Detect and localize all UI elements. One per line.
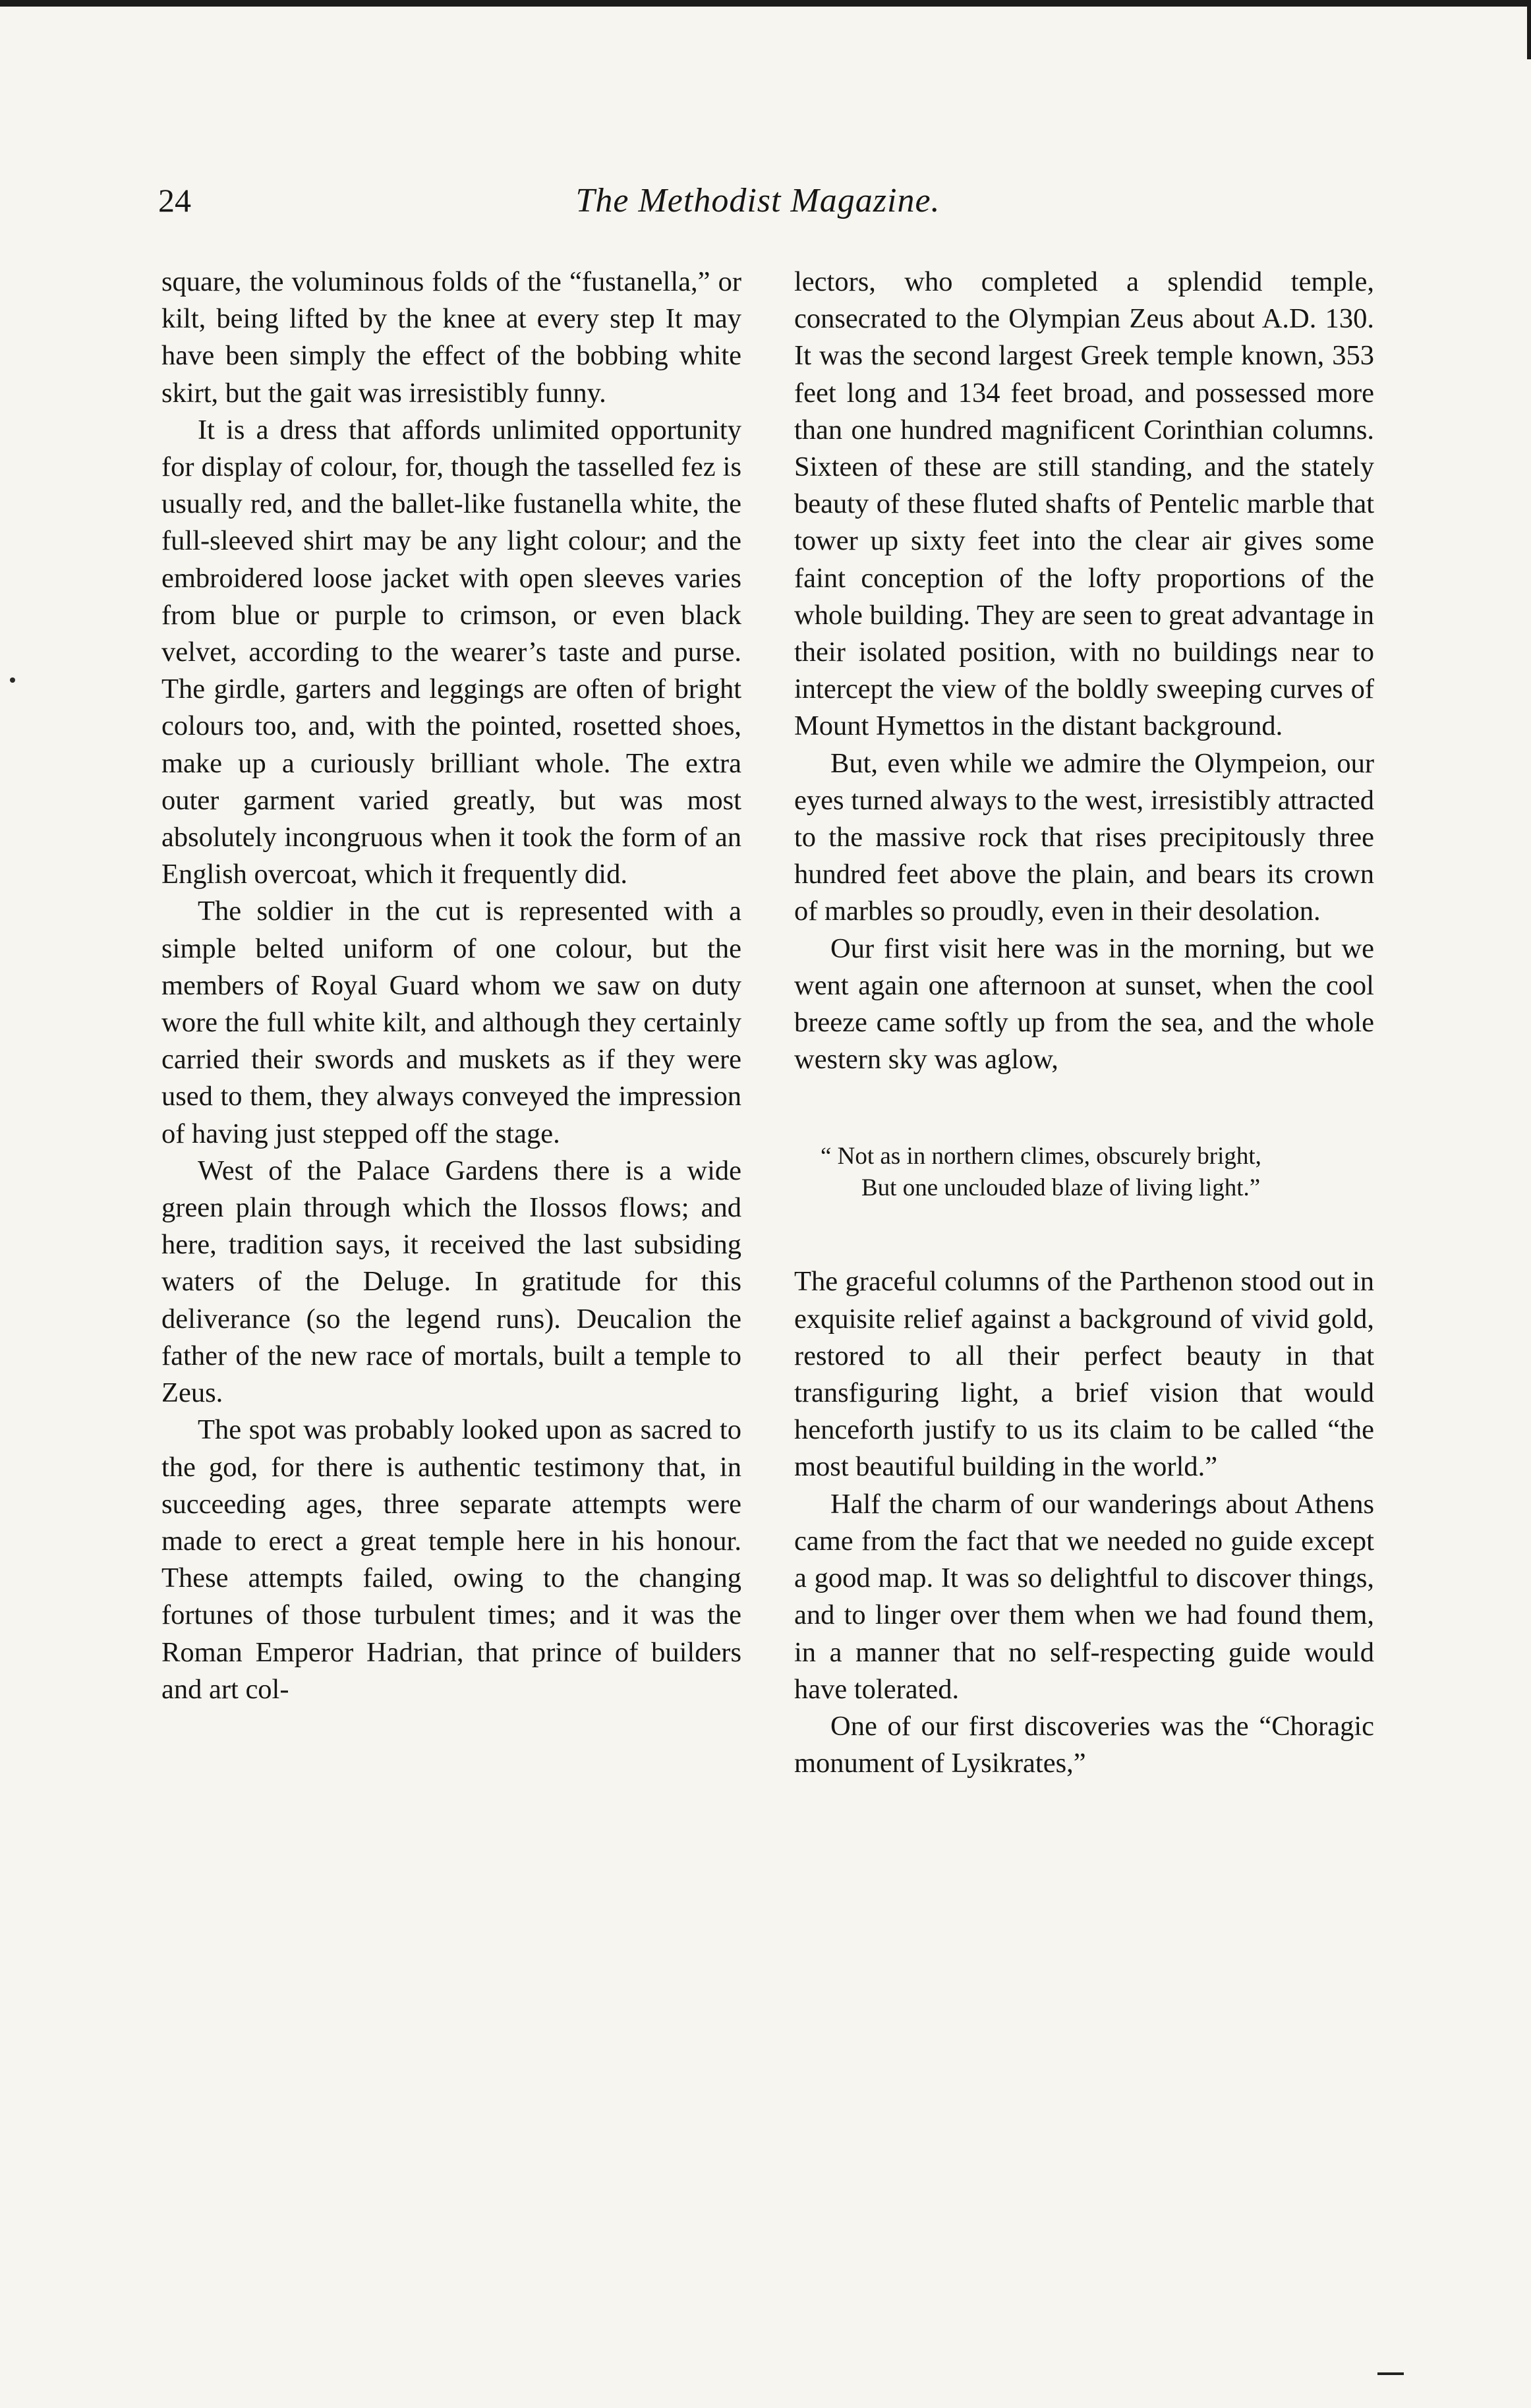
top-border-rule xyxy=(0,0,1531,7)
page-number: 24 xyxy=(158,182,191,219)
paragraph: The spot was probably looked upon as sacred to the god, for there is authentic testimony that, in succeeding ages, three separate attempts were made to erect a great temple here in his honour. These attempts failed, owing to the changing fortunes of those turbulent times; and it was the Roman Emperor Hadrian, that prince of builders and art col- xyxy=(161,1414,741,1705)
corner-scan-mark xyxy=(1485,0,1531,59)
right-column xyxy=(794,264,1374,1782)
left-column xyxy=(161,264,741,1708)
paragraph: lectors, who completed a splendid temple, consecrated to the Olympian Zeus about A.D. 130. It was the second largest Greek temple known, 353 feet long and 134 feet broad, and possessed more than one hundred magnificent Corinthian columns. Sixteen of these are still standing, and the stately beauty of these fluted shafts of Pentelic marble that tower up sixty feet into the clear air gives some faint conception of the lofty proportions of the whole building. They are seen to great advantage in their isolated position, with no buildings near to intercept the view of the boldly sweeping curves of Mount Hymettos in the distant background. xyxy=(794,266,1374,742)
page-header xyxy=(158,181,1358,234)
poem-line: “ Not as in northern climes, obscurely bright, xyxy=(821,1143,1261,1170)
paragraph: One of our first discoveries was the “Choragic monument of Lysikrates,” xyxy=(794,1710,1374,1779)
paragraph: The soldier in the cut is represented with a simple belted uniform of one colour, but the members of Royal Guard whom we saw on duty wore the full white kilt, and although they certainly carried their swords and muskets as if they were used to them, they always conveyed the impression of having just stepped off the stage. xyxy=(161,896,741,1149)
running-title: The Methodist Magazine. xyxy=(575,182,940,219)
paragraph: Half the charm of our wanderings about Athens came from the fact that we needed no guide except a good map. It was so delightful to discover things, and to linger over them when we had found them, in a manner that no self-respecting guide would have tolerated. xyxy=(794,1488,1374,1705)
poem-line: But one unclouded blaze of living light.” xyxy=(861,1174,1261,1202)
paragraph: The graceful columns of the Parthenon stood out in exquisite relief against a background of vivid gold, restored to all their perfect beauty in that transfiguring light, a brief vision that would henceforth justify to us its claim to be called “the most beautiful building in the world.” xyxy=(794,1266,1374,1483)
paragraph: But, even while we admire the Olympeion, our eyes turned always to the west, irresistibly attracted to the massive rock that rises precipitously three hundred feet above the plain, and bears its crown of marbles so proudly, even in their desolation. xyxy=(794,747,1374,927)
margin-ink-dot xyxy=(10,677,15,683)
paragraph: West of the Palace Gardens there is a wide green plain through which the Ilossos flows; and here, tradition says, it received the last subsiding waters of the Deluge. In gratitude for this deliverance (so the legend runs). Deucalion the father of the new race of mortals, built a temple to Zeus. xyxy=(161,1155,741,1409)
paragraph: square, the voluminous folds of the “fustanella,” or kilt, being lifted by the knee at every step It may have been simply the effect of the bobbing white skirt, but the gait was irresistibly funny. xyxy=(161,266,741,409)
poem-quotation xyxy=(821,1141,1374,1204)
continuation-dash xyxy=(1377,2372,1404,2375)
paragraph: Our first visit here was in the morning, but we went again one afternoon at sunset, when the cool breeze came softly up from the sea, and the whole western sky was aglow, xyxy=(794,932,1374,1075)
paragraph: It is a dress that affords unlimited opportunity for display of colour, for, though the tasselled fez is usually red, and the ballet-like fustanella white, the full-sleeved shirt may be any light colour; and the embroidered loose jacket with open sleeves varies from blue or purple to crimson, or even black velvet, according to the wearer’s taste and purse. The girdle, garters and leggings are often of bright colours too, and, with the pointed, rosetted shoes, make up a curiously brilliant whole. The extra outer garment varied greatly, but was most absolutely incongruous when it took the form of an English overcoat, which it frequently did. xyxy=(161,414,741,890)
